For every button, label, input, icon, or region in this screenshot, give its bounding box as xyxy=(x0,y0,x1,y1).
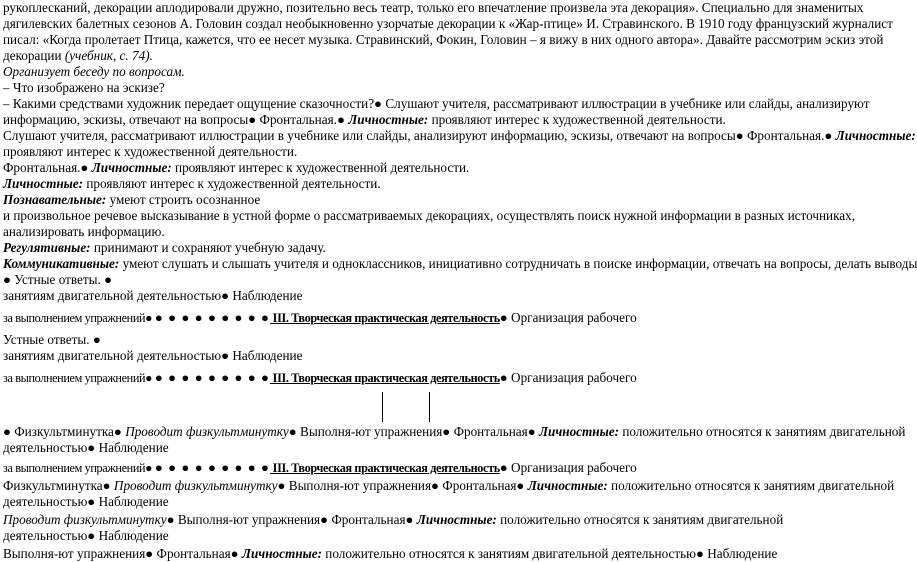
text: умеют слушать и слышать учителя и одноклассников, инициативно сотрудничать в поиске информации, отвечать на вопросы, делать выводы xyxy=(119,256,917,271)
text: Фронтальная.● xyxy=(3,160,92,175)
text-line: деятельностью● Наблюдение xyxy=(3,440,169,455)
text: ● Организация рабочего xyxy=(499,460,637,475)
text: положительно относятся к занятиям двигательной xyxy=(496,512,784,527)
label-personal: Личностные: xyxy=(538,424,620,439)
text-line: Устные ответы. ● xyxy=(3,332,101,347)
divider xyxy=(429,392,430,422)
text-line xyxy=(3,546,777,562)
text: положительно относятся к занятиям двигательной деятельностью● Наблюдение xyxy=(321,546,778,561)
label-personal: Личностные: xyxy=(91,160,172,175)
text: ● Выполня-ют упражнения● Фронтальная● xyxy=(277,478,528,493)
section-line xyxy=(3,370,637,386)
text-line xyxy=(3,48,153,64)
text: проявляют интерес к художественной деятельности. xyxy=(428,112,726,127)
text: умеют строить осознанное xyxy=(106,192,261,207)
text: ● Организация рабочего xyxy=(499,370,637,385)
text-line xyxy=(3,512,783,528)
teacher-action: Проводит физкультминутку xyxy=(125,424,289,439)
section-heading: III. Творческая практическая деятельность xyxy=(269,461,500,475)
question: – Что изображено на эскизе? xyxy=(3,80,165,95)
bullets: ● ● ● ● ● ● ● ● ● xyxy=(154,460,270,475)
text: положительно относятся к занятиям двигательной xyxy=(607,478,895,493)
textbook-reference: (учебник, с. 74). xyxy=(64,48,153,63)
label-personal: Личностные: xyxy=(3,176,84,191)
label-cognitive: Познавательные: xyxy=(3,192,107,207)
text-line: анализировать информацию. xyxy=(3,224,165,239)
teacher-action: Проводит физкультминутку xyxy=(3,512,167,527)
text-line xyxy=(3,240,326,256)
text-line: писал: «Когда пролетает Птица, кажется, что ее несет музыка. Стравинский, Фокин, Головин – я вижу в них одного автора». Давайте рассмотрим эскиз этой xyxy=(3,32,884,47)
label-personal: Личностные: xyxy=(416,512,497,527)
label-regulatory: Регулятивные: xyxy=(3,240,91,255)
section-line xyxy=(3,310,637,326)
text: за выполнением упражнений● xyxy=(3,371,155,385)
text-line xyxy=(3,256,917,272)
label-personal: Личностные: xyxy=(348,112,429,127)
text-line: занятиям двигательной деятельностью● Наблюдение xyxy=(3,288,303,303)
text-line xyxy=(3,192,260,208)
label-communicative: Коммуникативные: xyxy=(3,256,120,271)
text: принимают и сохраняют учебную задачу. xyxy=(90,240,326,255)
divider xyxy=(382,392,383,422)
text-line xyxy=(3,478,894,494)
text-line: деятельностью● Наблюдение xyxy=(3,494,169,509)
text-line xyxy=(3,424,905,440)
text: ● Выполня-ют упражнения● Фронтальная● xyxy=(166,512,417,527)
text: проявляют интерес к художественной деятельности. xyxy=(171,160,470,175)
section-heading: III. Творческая практическая деятельность xyxy=(269,371,500,385)
text-line xyxy=(3,128,916,144)
text: Выполня-ют упражнения● Фронтальная● xyxy=(3,546,242,561)
text: декорации xyxy=(3,48,65,63)
text-line: проявляют интерес к художественной деятельности. xyxy=(3,144,298,159)
bullets: ● ● ● ● ● ● ● ● ● xyxy=(154,370,270,385)
teacher-action: Организует беседу по вопросам. xyxy=(3,64,185,79)
bullets: ● ● ● ● ● ● ● ● ● xyxy=(154,310,270,325)
label-personal: Личностные: xyxy=(835,128,916,143)
text-line: дягилевских балетных сезонов А. Головин создал необыкновенно узорчатые декорации к «Жар-птице» И. Стравинского. В 1910 году французский журналист xyxy=(3,16,893,31)
section-heading: III. Творческая практическая деятельность xyxy=(269,311,500,325)
text-line: ● Устные ответы. ● xyxy=(3,272,113,287)
text-line xyxy=(3,176,381,192)
text: проявляют интерес к художественной деятельности. xyxy=(83,176,381,191)
label-personal: Личностные: xyxy=(241,546,322,561)
text-line xyxy=(3,160,469,176)
text: информацию, эскизы, отвечают на вопросы● Фронтальная.● xyxy=(3,112,349,127)
text-line: и произвольное речевое высказывание в устной форме о рассматриваемых декорациях, осуществлять поиск нужной информации в разных источниках, xyxy=(3,208,856,223)
text-line: деятельностью● Наблюдение xyxy=(3,528,169,543)
text: за выполнением упражнений● xyxy=(3,311,155,325)
text: за выполнением упражнений● xyxy=(3,461,155,475)
text: ● Физкультминутка● xyxy=(3,424,126,439)
question: – Какими средствами художник передает ощущение сказочности?● Слушают учителя, рассматривают иллюстрации в учебнике или слайды, анализируют xyxy=(3,96,870,111)
section-line xyxy=(3,460,637,476)
text: ● Выполня-ют упражнения● Фронтальная● xyxy=(288,424,539,439)
text-line: занятиям двигательной деятельностью● Наблюдение xyxy=(3,348,303,363)
text: Физкультминутка● xyxy=(3,478,114,493)
text: ● Организация рабочего xyxy=(499,310,637,325)
text: положительно относятся к занятиям двигательной xyxy=(619,424,906,439)
label-personal: Личностные: xyxy=(527,478,608,493)
teacher-action: Проводит физкультминутку xyxy=(113,478,278,493)
text-line xyxy=(3,112,726,128)
text-line: рукоплесканий, декорации аплодировали дружно, позительно весь театр, только его впечатление произвела эта декорация». Специально для знаменитых xyxy=(3,0,864,15)
text: Слушают учителя, рассматривают иллюстрации в учебнике или слайды, анализируют информацию, эскизы, отвечают на вопросы● Фронтальная.● xyxy=(3,128,836,143)
